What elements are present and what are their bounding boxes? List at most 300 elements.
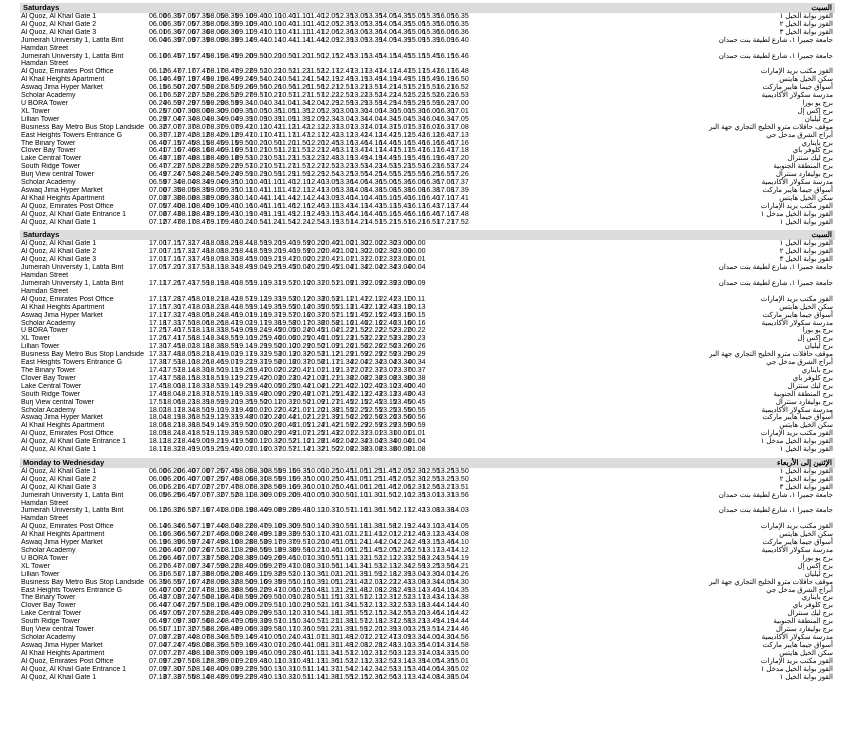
departure-time: 08.11 xyxy=(235,491,253,499)
departure-time: 07.34 xyxy=(163,179,181,187)
departure-time: 21.00 xyxy=(336,240,354,248)
departure-time: 07.09 xyxy=(177,36,196,44)
departure-time: 18.24 xyxy=(163,430,181,438)
departure-time: 10.42 xyxy=(264,123,282,131)
departure-time: 13.08 xyxy=(422,507,440,515)
departure-time: 07.49 xyxy=(192,76,210,84)
departure-time: 11.14 xyxy=(292,36,310,44)
departure-time: 17.41 xyxy=(451,194,469,202)
departure-time: 06.54 xyxy=(177,523,196,531)
departure-time: 14.30 xyxy=(436,633,455,641)
departure-time: 20.25 xyxy=(292,335,311,343)
departure-time: 17.38 xyxy=(149,359,167,367)
departure-time: 11.04 xyxy=(278,99,296,107)
departure-time: 10.46 xyxy=(249,202,268,210)
departure-time: 11.34 xyxy=(350,562,368,570)
departure-time: 22.52 xyxy=(379,327,397,335)
departure-time: 12.05 xyxy=(307,107,325,115)
departure-time: 21.21 xyxy=(307,414,325,422)
departure-time: 16.17 xyxy=(422,147,440,155)
departure-times xyxy=(149,375,709,383)
departure-time: 13.09 xyxy=(393,633,412,641)
stop-row xyxy=(20,399,835,407)
departure-time: 18.59 xyxy=(249,248,268,256)
departure-time: 15.21 xyxy=(379,218,397,226)
departure-time: 19.53 xyxy=(278,295,297,303)
departure-time: 12.24 xyxy=(393,539,412,547)
departure-time: 18.46 xyxy=(206,359,225,367)
departure-time: 06.40 xyxy=(177,475,196,483)
departure-time: 09.30 xyxy=(278,523,297,531)
departure-time: 18.06 xyxy=(163,398,181,406)
stop-name-en: South Ridge Tower xyxy=(21,390,81,398)
departure-time: 08.41 xyxy=(220,594,239,602)
departure-time: 10.25 xyxy=(321,467,340,475)
departure-time: 22.55 xyxy=(364,406,383,414)
departure-time: 07.48 xyxy=(177,649,196,657)
departure-time: 08.18 xyxy=(206,594,225,602)
departure-time: 08.43 xyxy=(206,673,225,681)
departure-time: 12.20 xyxy=(307,139,325,147)
departure-time: 09.52 xyxy=(278,570,297,578)
departure-time: 22.30 xyxy=(379,248,397,256)
departure-time: 23.37 xyxy=(393,366,412,374)
departure-time: 12.13 xyxy=(379,562,397,570)
departure-time: 07.15 xyxy=(177,52,196,60)
departure-time: 12.08 xyxy=(350,641,368,649)
departure-time: 10.24 xyxy=(264,76,282,84)
departure-time: 10.23 xyxy=(249,155,268,163)
stop-name-en: Jumeirah University 1, Latifa Bint Hamdan Street xyxy=(21,280,124,295)
departure-time: 07.05 xyxy=(177,20,196,28)
departure-time: 15.59 xyxy=(422,99,440,107)
departure-time: 07.46 xyxy=(220,475,239,483)
departure-time: 20.25 xyxy=(278,382,297,390)
departure-time: 06.52 xyxy=(177,507,196,515)
departure-time: 21.07 xyxy=(307,390,325,398)
stop-row xyxy=(20,626,835,634)
departure-time: 18.44 xyxy=(177,438,196,446)
departure-time: 09.44 xyxy=(249,36,268,44)
departure-time: 13.34 xyxy=(408,633,426,641)
stop-name-en: Al Quoz, Al Khail Gate 1 xyxy=(21,467,97,475)
departure-time: 10.31 xyxy=(292,610,311,618)
departure-time: 19.14 xyxy=(220,382,239,390)
stop-name-en: Al Quoz, Emirates Post Office xyxy=(21,657,114,665)
stop-name-ar: برج كلوفر باي xyxy=(792,374,833,382)
departure-time: 21.32 xyxy=(307,446,325,454)
departure-time: 09.20 xyxy=(235,52,253,60)
departure-time: 10.32 xyxy=(278,673,297,681)
departure-time: 23.07 xyxy=(379,366,397,374)
departure-time: 10.14 xyxy=(235,194,253,202)
departure-time: 07.56 xyxy=(192,618,210,626)
departure-time: 10.26 xyxy=(321,483,340,491)
departure-time: 21.13 xyxy=(336,303,354,311)
departure-time: 20.10 xyxy=(292,280,311,287)
departure-time: 07.54 xyxy=(177,171,196,179)
departure-time: 19.12 xyxy=(249,295,268,303)
stop-name-en: South Ridge Tower xyxy=(21,618,81,626)
departure-time: 16.37 xyxy=(436,123,455,131)
departure-time: 18.53 xyxy=(206,382,225,390)
stop-name-en: The Binary Tower xyxy=(21,366,76,374)
departure-time: 06.51 xyxy=(163,570,181,578)
departure-time: 10.19 xyxy=(235,210,253,218)
departure-time: 12.24 xyxy=(292,218,311,226)
departure-time: 11.10 xyxy=(292,13,310,20)
departure-time: 20.22 xyxy=(264,406,282,414)
departure-time: 13.12 xyxy=(422,531,440,539)
departure-time: 11.22 xyxy=(321,626,339,634)
stop-row xyxy=(20,666,835,674)
departure-time: 12.35 xyxy=(336,13,354,20)
departure-time: 13.50 xyxy=(451,475,469,483)
departure-time: 13.29 xyxy=(350,99,368,107)
departure-times xyxy=(149,29,709,37)
departure-time: 18.21 xyxy=(163,422,181,430)
departure-time: 11.06 xyxy=(336,547,354,554)
departure-time: 17.43 xyxy=(149,374,167,382)
departure-time: 12.14 xyxy=(292,194,311,202)
departure-time: 19.02 xyxy=(235,319,253,327)
stop-name-en: Al Khail Heights Apartment xyxy=(21,303,105,311)
departure-time: 06.51 xyxy=(149,626,167,634)
departure-time: 19.41 xyxy=(220,438,239,446)
departure-time: 12.54 xyxy=(321,171,340,179)
departure-time: 23.29 xyxy=(393,351,412,359)
departure-time: 08.35 xyxy=(192,186,210,194)
departure-time: 21.19 xyxy=(321,366,340,374)
departure-time: 23.34 xyxy=(379,438,397,446)
stop-name-en: The Binary Tower xyxy=(21,139,76,147)
stop-row xyxy=(20,594,835,602)
departure-time: 13.15 xyxy=(393,665,412,673)
departure-time: 07.58 xyxy=(206,554,225,562)
departure-time: 14.52 xyxy=(393,92,412,100)
departure-time: 10.41 xyxy=(278,28,297,36)
departure-time: 07.30 xyxy=(163,665,181,673)
departure-time: 08.21 xyxy=(206,610,225,618)
departure-time: 08.26 xyxy=(206,626,225,634)
departure-time: 08.46 xyxy=(235,570,253,578)
departure-time: 11.34 xyxy=(321,649,339,657)
departure-time: 12.27 xyxy=(364,633,383,641)
departure-time: 10.59 xyxy=(264,171,282,179)
departure-time: 17.10 xyxy=(436,194,455,202)
departure-time: 06.32 xyxy=(149,123,167,131)
departure-time: 16.00 xyxy=(422,107,440,115)
departure-time: 12.06 xyxy=(321,28,340,36)
departure-time: 22.15 xyxy=(364,311,383,319)
departure-time: 14.33 xyxy=(436,649,455,657)
departure-time: 10.25 xyxy=(292,586,311,594)
departure-time: 15.02 xyxy=(451,665,469,673)
departure-time: 17.41 xyxy=(163,335,181,343)
departure-time: 11.21 xyxy=(278,147,296,155)
departure-time: 13.27 xyxy=(436,483,455,491)
departure-time: 16.19 xyxy=(422,155,440,163)
departure-time: 19.40 xyxy=(278,248,297,256)
departure-time: 10.43 xyxy=(292,633,311,641)
stop-name-en: Burj View central Tower xyxy=(21,398,94,406)
departure-time: 10.37 xyxy=(321,507,340,515)
departure-time: 19.00 xyxy=(192,438,210,446)
departure-time: 16.53 xyxy=(451,92,469,100)
departure-time: 08.09 xyxy=(206,36,225,44)
departure-time: 10.51 xyxy=(264,147,282,155)
departure-time: 20.42 xyxy=(292,374,311,382)
departure-time: 13.52 xyxy=(364,92,383,100)
departure-time: 00.00 xyxy=(408,240,426,248)
departure-time: 10.50 xyxy=(264,139,282,147)
departure-time: 23.38 xyxy=(379,446,397,454)
departure-time: 13.35 xyxy=(408,641,426,649)
departure-time: 14.43 xyxy=(364,202,383,210)
departure-time: 08.56 xyxy=(235,586,253,594)
departure-time: 22.16 xyxy=(364,319,383,327)
departure-time: 08.09 xyxy=(206,578,225,586)
departure-time: 17.06 xyxy=(436,179,455,187)
departure-time: 15.05 xyxy=(408,20,426,28)
stop-name-en: Al Quoz, Al Khail Gate 1 xyxy=(21,13,97,20)
departure-time: 16.21 xyxy=(436,84,455,92)
departure-time: 22.22 xyxy=(364,327,383,335)
departure-time: 20.05 xyxy=(278,327,297,335)
departure-time: 07.04 xyxy=(163,115,181,123)
departure-time: 11.05 xyxy=(336,539,354,547)
departure-time: 22.34 xyxy=(379,264,397,272)
departure-time: 19.38 xyxy=(220,430,239,438)
departure-time: 11.48 xyxy=(336,633,354,641)
departure-time: 10.26 xyxy=(264,84,282,92)
departure-time: 13.15 xyxy=(350,52,368,60)
departure-time: 11.41 xyxy=(364,531,382,539)
departure-time: 08.54 xyxy=(206,171,225,179)
departure-time: 13.05 xyxy=(321,179,340,187)
departure-time: 09.21 xyxy=(235,657,253,665)
stop-name-en: Lake Central Tower xyxy=(21,610,82,618)
departure-time: 11.37 xyxy=(321,665,339,673)
departure-time: 11.14 xyxy=(307,673,325,681)
departure-time: 13.06 xyxy=(350,28,368,36)
departure-time: 09.39 xyxy=(235,115,253,123)
stop-name-ar: سكن الخيل هايتس xyxy=(779,422,833,430)
departure-time: 22.30 xyxy=(379,240,397,248)
departure-time: 11.32 xyxy=(350,554,368,562)
departure-time: 22.40 xyxy=(364,382,383,390)
stop-name-en: Al Quoz, Al Khail Gate Entrance 1 xyxy=(21,210,127,218)
departure-time: 07.39 xyxy=(192,36,210,44)
departure-time: 11.56 xyxy=(379,507,397,515)
departure-time: 19.59 xyxy=(292,240,311,248)
departure-time: 07.52 xyxy=(192,92,210,100)
departure-time: 14.03 xyxy=(451,507,469,515)
departure-time: 13.51 xyxy=(451,483,469,491)
departure-time: 07.55 xyxy=(177,673,196,681)
section-title-ar: السبت xyxy=(811,3,832,12)
departure-time: 10.57 xyxy=(278,92,297,100)
departure-time: 07.06 xyxy=(177,28,196,36)
departure-time: 16.07 xyxy=(422,123,440,131)
departure-times xyxy=(149,438,709,446)
departure-time: 08.57 xyxy=(220,641,239,649)
departure-time: 09.01 xyxy=(220,657,239,665)
departure-time: 23.26 xyxy=(379,414,397,422)
departure-time: 19.12 xyxy=(206,414,225,422)
departure-time: 22.45 xyxy=(364,398,383,406)
departure-time: 20.24 xyxy=(292,327,311,335)
departure-time: 12.33 xyxy=(393,554,412,562)
departure-time: 11.42 xyxy=(350,578,368,586)
departure-time: 06.59 xyxy=(177,539,196,547)
stop-name-ar: موقف حافلات مترو الخليج التجاري جهة البر xyxy=(709,351,833,359)
departure-time: 11.11 xyxy=(264,186,281,194)
departure-time: 11.26 xyxy=(292,84,310,92)
stop-row xyxy=(20,571,835,579)
departure-time: 18.23 xyxy=(177,398,196,406)
departure-time: 12.32 xyxy=(379,602,397,610)
departure-time: 11.50 xyxy=(292,139,310,147)
departure-time: 06.39 xyxy=(163,36,181,44)
departure-times xyxy=(149,399,709,407)
departure-time: 06.47 xyxy=(163,562,181,570)
stop-name-en: Al Quoz, Al Khail Gate 1 xyxy=(21,218,97,226)
departure-time: 11.14 xyxy=(336,562,354,570)
departure-time: 11.52 xyxy=(364,554,382,562)
departure-time: 21.09 xyxy=(336,280,354,287)
departure-time: 07.34 xyxy=(192,562,210,570)
departure-time: 06.34 xyxy=(163,523,181,531)
departure-time: 09.35 xyxy=(292,475,311,483)
departure-time: 16.35 xyxy=(451,13,469,20)
departure-time: 09.43 xyxy=(249,641,268,649)
departure-time: 09.33 xyxy=(278,531,297,539)
departure-time: 14.51 xyxy=(393,84,412,92)
departure-time: 06.05 xyxy=(149,491,167,499)
departure-time: 09.56 xyxy=(249,84,268,92)
departure-time: 11.18 xyxy=(350,523,368,531)
departure-time: 10.31 xyxy=(278,657,297,665)
departure-time: 22.13 xyxy=(350,390,368,398)
departure-time: 11.08 xyxy=(307,641,325,649)
departure-time: 23.26 xyxy=(393,343,412,351)
departure-time: 21.37 xyxy=(336,366,354,374)
departure-time: 23.23 xyxy=(393,335,412,343)
stop-name-en: Al Quoz, Al Khail Gate 2 xyxy=(21,20,97,28)
departure-times xyxy=(149,219,709,227)
departure-time: 11.29 xyxy=(278,171,296,179)
departure-time: 14.30 xyxy=(379,107,397,115)
departure-time: 23.55 xyxy=(393,406,412,414)
departure-time: 08.39 xyxy=(220,36,239,44)
departure-time: 08.15 xyxy=(206,52,225,60)
stop-row xyxy=(20,634,835,642)
departure-time: 19.26 xyxy=(235,366,253,374)
stop-name-ar: القوز مكتب بريد الإمارات xyxy=(760,202,833,210)
stop-name-en: Clover Bay Tower xyxy=(21,374,76,382)
departure-time: 13.06 xyxy=(321,186,340,194)
departure-time: 13.00 xyxy=(393,626,412,634)
departure-time: 10.45 xyxy=(336,467,354,475)
departure-time: 13.34 xyxy=(350,115,368,123)
departure-time: 09.22 xyxy=(220,163,239,171)
departure-time: 11.32 xyxy=(336,594,354,602)
departure-time: 16.47 xyxy=(436,147,455,155)
departure-time: 09.13 xyxy=(264,531,282,539)
departure-time: 00.16 xyxy=(408,319,426,327)
departure-time: 07.51 xyxy=(206,547,225,554)
departure-time: 13.49 xyxy=(364,76,383,84)
departure-time: 15.15 xyxy=(408,52,426,60)
stop-row xyxy=(20,84,835,92)
stop-name-ar: برج ليك سنترال xyxy=(787,382,833,390)
departure-time: 11.55 xyxy=(336,673,354,681)
departure-time: 13.31 xyxy=(436,491,455,499)
departure-time: 19.00 xyxy=(249,256,268,264)
departure-time: 09.24 xyxy=(235,76,253,84)
departure-time: 14.46 xyxy=(364,210,383,218)
departure-time: 10.00 xyxy=(307,475,325,483)
departure-time: 09.10 xyxy=(235,13,253,20)
stop-name-ar: برج بايناري xyxy=(801,366,833,374)
departure-time: 21.45 xyxy=(350,311,368,319)
departure-time: 17.11 xyxy=(149,280,166,287)
departure-time: 08.48 xyxy=(220,626,239,634)
departure-time: 19.17 xyxy=(235,351,253,359)
departure-time: 16.08 xyxy=(408,186,426,194)
departure-time: 07.21 xyxy=(192,531,210,539)
departure-time: 12.05 xyxy=(393,467,412,475)
departure-time: 06.44 xyxy=(149,602,167,610)
departure-time: 11.25 xyxy=(364,475,382,483)
departure-time: 13.30 xyxy=(422,570,440,578)
departure-time: 00.43 xyxy=(408,390,426,398)
departure-time: 08.49 xyxy=(220,76,239,84)
departure-time: 21.45 xyxy=(336,398,354,406)
departure-time: 10.36 xyxy=(292,626,311,634)
departure-time: 21.28 xyxy=(307,438,325,446)
departure-time: 19.51 xyxy=(278,280,297,287)
departure-time: 16.48 xyxy=(451,68,469,76)
departure-time: 18.04 xyxy=(163,390,181,398)
departure-time: 10.46 xyxy=(321,547,340,554)
departure-times xyxy=(149,147,709,155)
departure-time: 06.45 xyxy=(149,610,167,618)
departure-time: 20.50 xyxy=(307,343,325,351)
departure-time: 19.18 xyxy=(220,390,239,398)
departure-time: 22.31 xyxy=(379,256,397,264)
departure-time: 21.40 xyxy=(336,382,354,390)
departure-time: 14.36 xyxy=(436,665,455,673)
departure-time: 14.10 xyxy=(436,586,455,594)
departure-time: 17.58 xyxy=(163,374,181,382)
departure-time: 08.10 xyxy=(177,202,196,210)
departure-time: 19.50 xyxy=(264,343,282,351)
departure-time: 21.38 xyxy=(336,374,354,382)
departure-time: 09.27 xyxy=(249,602,268,610)
departure-time: 21.14 xyxy=(292,446,311,454)
departure-time: 12.35 xyxy=(336,20,354,28)
departure-times xyxy=(149,610,709,618)
departure-time: 13.37 xyxy=(408,649,426,657)
departure-time: 08.04 xyxy=(192,115,210,123)
departure-time: 15.12 xyxy=(393,131,412,139)
departure-time: 19.31 xyxy=(264,280,282,287)
departure-time: 00.01 xyxy=(408,256,426,264)
departure-time: 11.40 xyxy=(307,20,325,28)
departure-time: 15.00 xyxy=(393,107,412,115)
